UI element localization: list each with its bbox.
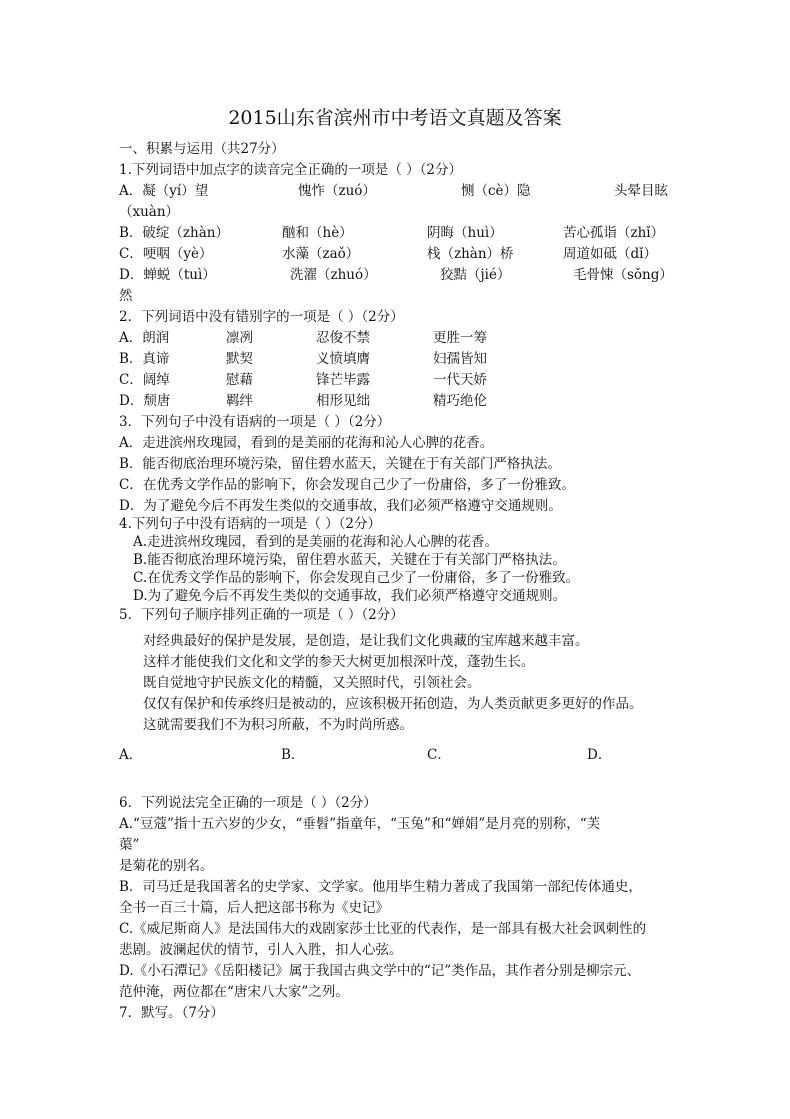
section-heading: 一、积累与运用（共27分） [119, 141, 285, 157]
q5-sentence-4: 仅仅有保护和传承终归是被动的，应该积极开拓创造，为人类贡献更多更好的作品。 [143, 696, 643, 712]
q6-option-a-line-1: A.“豆蔻”指十五六岁的少女，“垂髫”指童年，“玉兔”和“婵娟”是月亮的别称，“芙 [119, 816, 601, 832]
document-title: 2015山东省滨州市中考语文真题及答案 [228, 107, 562, 129]
q1-option-b-1: B．破绽（zhàn） [119, 225, 229, 241]
q3-option-d: D．为了避免今后不再发生类似的交通事故，我们必须严格遵守交通规则。 [119, 498, 562, 514]
q6-option-a-line-3: 是菊花的别名。 [119, 858, 214, 874]
q2-option-b-3: 义愤填膺 [316, 351, 370, 367]
q1-option-b-3: 阴晦（huì） [427, 225, 503, 241]
q2-option-c-3: 锋芒毕露 [316, 372, 370, 388]
q2-option-a-1: A．朗润 [119, 330, 170, 346]
q1-option-a-2: 愧怍（zuó） [298, 183, 376, 199]
q4-option-d: D.为了避免今后不再发生类似的交通事故，我们必须严格遵守交通规则。 [133, 588, 567, 604]
question-1-stem: 1.下列词语中加点字的读音完全正确的一项是（ ）（2分） [119, 162, 463, 178]
q5-sentence-3: 既自觉地守护民族文化的精髓，又关照时代，引领社会。 [143, 675, 481, 691]
q2-option-d-4: 精巧绝伦 [433, 393, 487, 409]
q1-option-c-1: C．哽咽（yè） [119, 246, 213, 262]
q5-choice-d: D． [587, 747, 612, 763]
q6-option-d-line-2: 范仲淹，两位都在“唐宋八大家”之列。 [119, 984, 349, 1000]
q1-option-c-4: 周道如砥（dǐ） [563, 246, 657, 262]
q2-option-b-2: 默契 [226, 351, 253, 367]
q6-option-c-line-1: C.《威尼斯商人》是法国伟大的戏剧家莎士比亚的代表作，是一部具有极大社会讽刺性的 [119, 921, 647, 937]
q2-option-a-2: 凛冽 [226, 330, 253, 346]
question-6-stem: 6．下列说法完全正确的一项是（ ）（2分） [119, 795, 377, 811]
q6-option-b-line-2: 全书一百三十篇，后人把这部书称为《史记》 [119, 900, 389, 916]
question-5-stem: 5．下列句子顺序排列正确的一项是（ ）（2分） [119, 607, 404, 623]
question-7-stem: 7．默写。（7分） [119, 1005, 224, 1021]
q1-option-d-4: 毛骨悚（sǒng） [573, 267, 673, 283]
q2-option-a-4: 更胜一筹 [433, 330, 487, 346]
q2-option-d-1: D．颓唐 [119, 393, 171, 409]
question-3-stem: 3．下列句子中没有语病的一项是（ ）（2分） [119, 414, 391, 430]
q3-option-b: B．能否彻底治理环境污染，留住碧水蓝天，关键在于有关部门严格执法。 [119, 456, 561, 472]
q2-option-d-2: 羁绊 [226, 393, 253, 409]
question-4-stem: 4.下列句子中没有语病的一项是（ ）（2分） [119, 516, 382, 532]
q1-option-d-2: 洗濯（zhuó） [290, 267, 377, 283]
q2-option-b-1: B．真谛 [119, 351, 170, 367]
q1-option-d-3: 狡黠（jié） [440, 267, 511, 283]
q5-choice-c: C． [427, 747, 451, 763]
q1-option-a-1: A．凝（yí）望 [119, 183, 209, 199]
q1-option-a-4: 头晕目眩 [614, 183, 668, 199]
q5-sentence-1: 对经典最好的保护是发展，是创造，是让我们文化典藏的宝库越来越丰富。 [143, 633, 589, 649]
q2-option-c-4: 一代天娇 [433, 372, 487, 388]
q1-option-d-1: D．蝉蜕（tuì） [119, 267, 216, 283]
q1-option-b-2: 酗和（hè） [282, 225, 353, 241]
q2-option-c-1: C．阔绰 [119, 372, 170, 388]
q3-option-a: A．走进滨州玫瑰园，看到的是美丽的花海和沁人心脾的花香。 [119, 435, 494, 451]
q5-choice-b: B． [281, 747, 305, 763]
q1-option-a-wrap: （xuàn） [119, 204, 180, 220]
q1-option-c-3: 栈（zhàn）桥 [427, 246, 514, 262]
q4-option-c: C.在优秀文学作品的影响下，你会发现自己少了一份庸俗，多了一份雅致。 [133, 570, 580, 586]
q6-option-d-line-1: D.《小石潭记》《岳阳楼记》属于我国古典文学中的“记”类作品，其作者分别是柳宗元、 [119, 963, 641, 979]
q5-choice-a: A． [119, 747, 143, 763]
q5-sentence-5: 这就需要我们不为积习所蔽，不为时尚所惑。 [143, 717, 413, 733]
q2-option-c-2: 慰藉 [226, 372, 253, 388]
question-2-stem: 2．下列词语中没有错别字的一项是（ ）（2分） [119, 309, 404, 325]
q1-option-d-wrap: 然 [119, 288, 133, 304]
q1-option-a-3: 恻（cè）隐 [461, 183, 531, 199]
q5-sentence-2: 这样才能使我们文化和文学的参天大树更加根深叶茂，蓬勃生长。 [143, 654, 535, 670]
q4-option-b: B.能否彻底治理环境污染，留住碧水蓝天，关键在于有关部门严格执法。 [133, 552, 566, 568]
q1-option-b-4: 苦心孤诣（zhǐ） [563, 225, 665, 241]
q6-option-c-line-2: 悲剧。波澜起伏的情节，引人入胜，扣人心弦。 [119, 942, 403, 958]
q3-option-c: C．在优秀文学作品的影响下，你会发现自己少了一份庸俗，多了一份雅致。 [119, 477, 575, 493]
q6-option-a-line-2: 蕖” [119, 837, 140, 853]
q1-option-c-2: 水藻（zaǒ） [282, 246, 360, 262]
q2-option-b-4: 妇孺皆知 [433, 351, 487, 367]
q2-option-d-3: 相形见绌 [316, 393, 370, 409]
q2-option-a-3: 忍俊不禁 [316, 330, 370, 346]
q6-option-b-line-1: B．司马迁是我国著名的史学家、文学家。他用毕生精力著成了我国第一部纪传体通史， [119, 879, 642, 895]
q4-option-a: A.走进滨州玫瑰园，看到的是美丽的花海和沁人心脾的花香。 [133, 534, 499, 550]
